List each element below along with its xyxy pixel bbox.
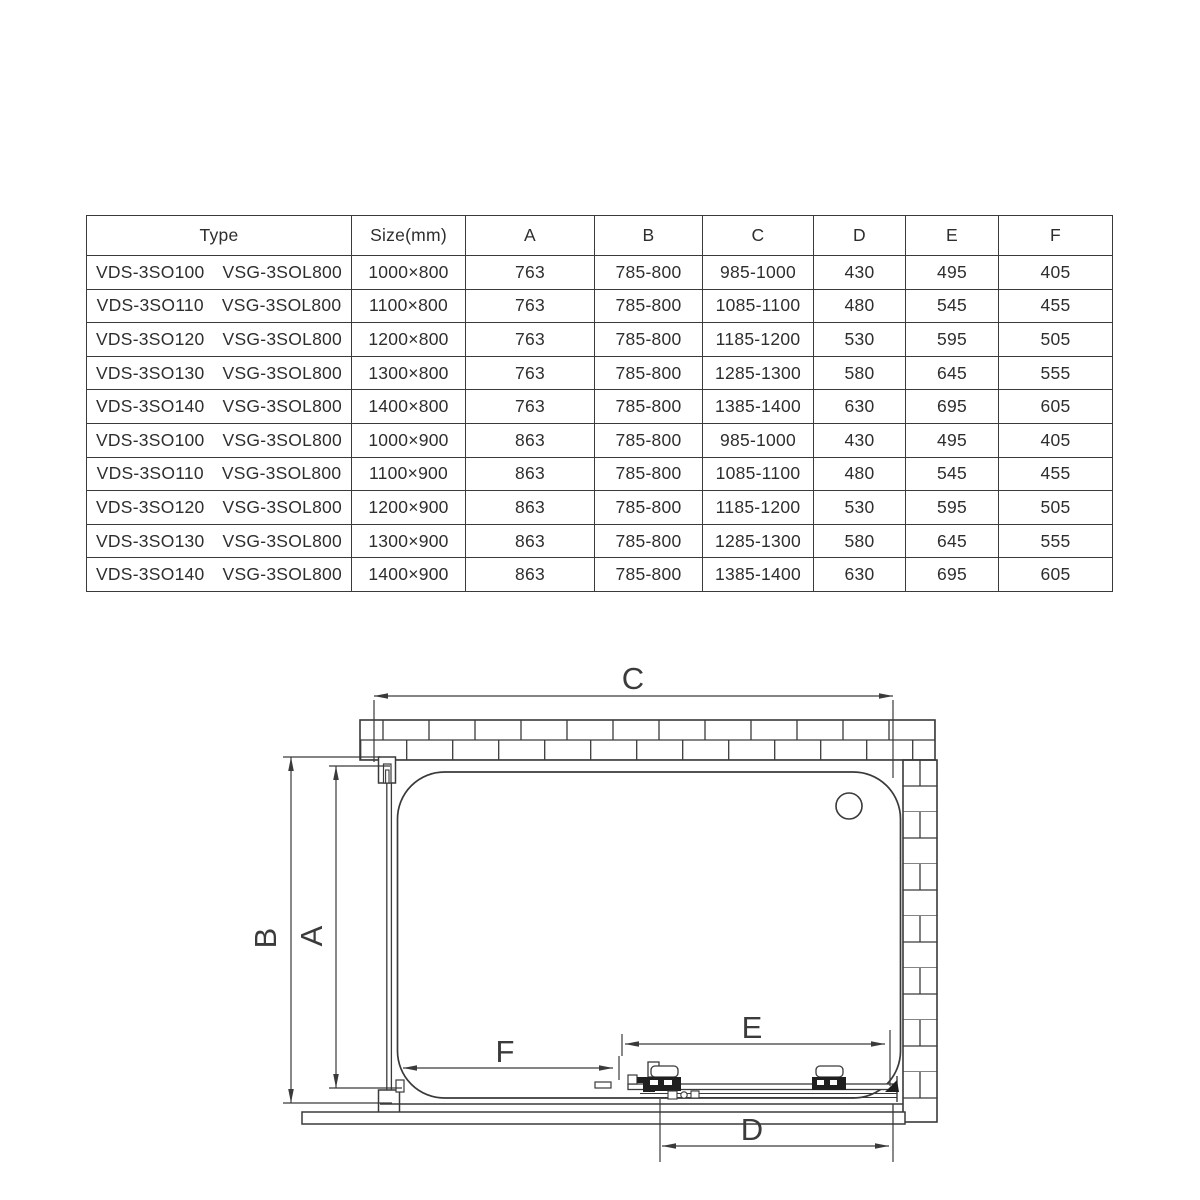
value-cell-e: 545 (906, 457, 999, 491)
header-a: A (466, 216, 595, 256)
value-cell-d: 480 (814, 457, 906, 491)
value-cell-e: 545 (906, 289, 999, 323)
type-glass: VSG-3SOL800 (221, 295, 342, 316)
value-cell-size: 1300×900 (352, 524, 466, 558)
value-cell-c: 1185-1200 (703, 491, 814, 525)
value-cell-c: 985-1000 (703, 256, 814, 290)
value-cell-size: 1200×900 (352, 491, 466, 525)
value-cell-f: 555 (999, 356, 1113, 390)
value-cell-a: 863 (466, 423, 595, 457)
type-glass: VSG-3SOL800 (222, 328, 343, 349)
value-cell-f: 605 (999, 558, 1113, 592)
type-glass: VSG-3SOL800 (222, 429, 343, 450)
header-type: Type (87, 216, 352, 256)
value-cell-f: 455 (999, 289, 1113, 323)
type-glass: VSG-3SOL800 (222, 362, 343, 383)
value-cell-a: 863 (466, 558, 595, 592)
value-cell-e: 695 (906, 558, 999, 592)
value-cell-a: 763 (466, 356, 595, 390)
value-cell-f: 405 (999, 423, 1113, 457)
type-model: VDS-3SO110 (96, 463, 204, 484)
type-glass: VSG-3SOL800 (222, 564, 343, 585)
dim-label-b: B (248, 927, 283, 949)
type-glass: VSG-3SOL800 (222, 530, 343, 551)
value-cell-f: 505 (999, 323, 1113, 357)
type-glass: VSG-3SOL800 (222, 396, 343, 417)
dim-label-c: C (621, 661, 645, 696)
value-cell-size: 1000×900 (352, 423, 466, 457)
value-cell-c: 1285-1300 (703, 524, 814, 558)
dimension-d (660, 1099, 893, 1162)
value-cell-a: 763 (466, 289, 595, 323)
value-cell-b: 785-800 (595, 491, 703, 525)
type-model: VDS-3SO120 (96, 328, 205, 349)
value-cell-b: 785-800 (595, 323, 703, 357)
value-cell-f: 555 (999, 524, 1113, 558)
dim-label-f: F (495, 1034, 515, 1069)
value-cell-f: 405 (999, 256, 1113, 290)
roller-left (645, 1066, 681, 1091)
value-cell-d: 630 (814, 558, 906, 592)
dim-label-d: D (740, 1112, 764, 1147)
drain-circle (836, 793, 862, 819)
type-model: VDS-3SO140 (96, 396, 205, 417)
type-model: VDS-3SO120 (96, 496, 205, 517)
value-cell-a: 863 (466, 491, 595, 525)
value-cell-size: 1000×800 (352, 256, 466, 290)
header-size: Size(mm) (352, 216, 466, 256)
value-cell-size: 1200×800 (352, 323, 466, 357)
dim-label-a: A (294, 925, 329, 947)
type-model: VDS-3SO140 (96, 564, 205, 585)
header-e: E (906, 216, 999, 256)
type-model: VDS-3SO130 (96, 362, 205, 383)
value-cell-d: 530 (814, 323, 906, 357)
type-model: VDS-3SO100 (96, 261, 205, 282)
value-cell-b: 785-800 (595, 457, 703, 491)
value-cell-c: 1085-1100 (703, 289, 814, 323)
type-model: VDS-3SO130 (96, 530, 205, 551)
value-cell-a: 763 (466, 256, 595, 290)
value-cell-c: 1385-1400 (703, 390, 814, 424)
value-cell-size: 1100×900 (352, 457, 466, 491)
value-cell-f: 455 (999, 457, 1113, 491)
value-cell-e: 495 (906, 256, 999, 290)
value-cell-b: 785-800 (595, 256, 703, 290)
fixed-panel-clamp (595, 1082, 611, 1088)
value-cell-b: 785-800 (595, 524, 703, 558)
value-cell-b: 785-800 (595, 356, 703, 390)
rail-guide-parts (668, 1091, 699, 1099)
type-glass: VSG-3SOL800 (221, 463, 342, 484)
value-cell-d: 630 (814, 390, 906, 424)
value-cell-a: 763 (466, 390, 595, 424)
type-model: VDS-3SO100 (96, 429, 205, 450)
value-cell-size: 1300×800 (352, 356, 466, 390)
header-f: F (999, 216, 1113, 256)
roller-right (812, 1066, 846, 1090)
dim-label-e: E (741, 1010, 763, 1045)
value-cell-size: 1400×800 (352, 390, 466, 424)
value-cell-c: 1185-1200 (703, 323, 814, 357)
shower-tray (398, 772, 901, 1098)
value-cell-e: 495 (906, 423, 999, 457)
value-cell-d: 580 (814, 356, 906, 390)
value-cell-e: 645 (906, 356, 999, 390)
value-cell-c: 1285-1300 (703, 356, 814, 390)
value-cell-c: 985-1000 (703, 423, 814, 457)
value-cell-e: 595 (906, 323, 999, 357)
value-cell-b: 785-800 (595, 423, 703, 457)
top-brick-wall (360, 720, 935, 760)
header-c: C (703, 216, 814, 256)
value-cell-b: 785-800 (595, 390, 703, 424)
value-cell-f: 505 (999, 491, 1113, 525)
header-b: B (595, 216, 703, 256)
value-cell-d: 530 (814, 491, 906, 525)
value-cell-e: 595 (906, 491, 999, 525)
value-cell-b: 785-800 (595, 558, 703, 592)
value-cell-e: 695 (906, 390, 999, 424)
type-glass: VSG-3SOL800 (222, 496, 343, 517)
value-cell-b: 785-800 (595, 289, 703, 323)
header-d: D (814, 216, 906, 256)
value-cell-d: 480 (814, 289, 906, 323)
type-model: VDS-3SO110 (96, 295, 204, 316)
value-cell-d: 430 (814, 256, 906, 290)
value-cell-f: 605 (999, 390, 1113, 424)
value-cell-e: 645 (906, 524, 999, 558)
value-cell-a: 863 (466, 524, 595, 558)
value-cell-a: 763 (466, 323, 595, 357)
value-cell-a: 863 (466, 457, 595, 491)
value-cell-size: 1400×900 (352, 558, 466, 592)
value-cell-d: 430 (814, 423, 906, 457)
value-cell-c: 1085-1100 (703, 457, 814, 491)
value-cell-c: 1385-1400 (703, 558, 814, 592)
right-brick-wall (903, 760, 937, 1122)
type-glass: VSG-3SOL800 (222, 261, 343, 282)
value-cell-d: 580 (814, 524, 906, 558)
value-cell-size: 1100×800 (352, 289, 466, 323)
